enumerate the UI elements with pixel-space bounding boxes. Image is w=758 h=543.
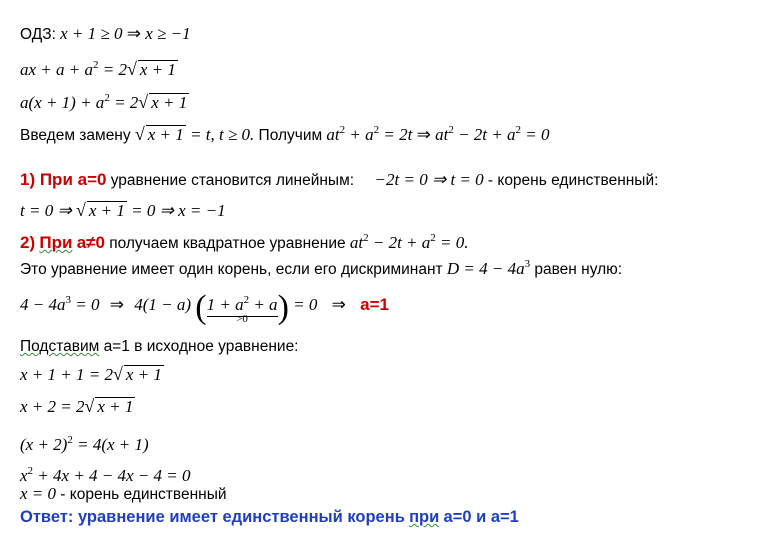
odz-label: ОДЗ: [20, 26, 56, 43]
arrow: ⇒ [331, 295, 346, 314]
plug-line [20, 336, 299, 357]
braced-expression [206, 290, 278, 325]
subst-eq-b: + a [349, 125, 374, 144]
subst-expr: = t, t ≥ 0. [190, 125, 255, 144]
eq2-left: a(x + 1) + a [20, 93, 105, 112]
eq1-right: = 2 [102, 60, 127, 79]
p2-rad: x + 1 [97, 397, 134, 416]
exp: 2 [448, 124, 454, 136]
answer-text-a: Ответ: уравнение имеет единственный корень [20, 508, 405, 526]
subst-text1: Введем замену [20, 127, 131, 144]
solve-expr-b: = 0 [75, 295, 100, 314]
odz-expr1: x + 1 ≥ 0 [60, 24, 123, 43]
plug-text-a: Подставим [20, 338, 100, 355]
odz-expr2: x ≥ −1 [145, 24, 191, 43]
case2-expr-c: = 0. [440, 233, 469, 252]
p4-b: + 4x + 4 − 4x − 4 = 0 [37, 466, 191, 485]
p4-a: x [20, 466, 28, 485]
subst-eq-c: = 2t [383, 125, 413, 144]
case1-tail: - корень единственный: [487, 172, 659, 189]
odz-line [20, 24, 191, 45]
exp: 2 [67, 434, 73, 446]
brace-expr-a: 1 + a [206, 295, 244, 314]
case2-label-c: a≠0 [76, 233, 105, 252]
solve-expr-d: = 0 [293, 295, 318, 314]
brace-expr-b: + a [253, 295, 278, 314]
p5-expr: x = 0 [20, 484, 57, 503]
p1-rad: x + 1 [125, 365, 162, 384]
solve-result: a=1 [360, 295, 389, 314]
answer-line [20, 507, 519, 527]
p5-text: - корень единственный [60, 486, 227, 503]
brace-note: >0 [236, 313, 248, 325]
discriminant-line [20, 254, 622, 280]
answer-text-c: a=0 и a=1 [443, 508, 519, 526]
exp: 2 [27, 465, 34, 477]
exp: 3 [524, 258, 531, 270]
subst-text2: Получим [258, 127, 323, 144]
plug-text-b: a=1 в исходное уравнение: [103, 338, 299, 355]
exp: 2 [373, 124, 380, 136]
case2-expr-a: at [349, 233, 364, 252]
p3-left: (x + 2) [20, 435, 68, 454]
left-paren-icon: ( [195, 289, 207, 326]
exp: 3 [65, 294, 71, 306]
eq1-exp: 2 [93, 59, 99, 71]
case1-l2-expr1: t = 0 ⇒ [20, 201, 72, 220]
solve-line [20, 289, 389, 326]
right-paren-icon: ) [277, 289, 289, 326]
equation-1 [20, 55, 178, 80]
sqrt-icon: √ [138, 92, 149, 112]
p3-right: = 4(x + 1) [77, 435, 149, 454]
sqrt-icon: √ [134, 124, 145, 144]
arrow: ⇒ [416, 125, 431, 144]
eq2-right: = 2 [114, 93, 139, 112]
eq1-left: ax + a + a [20, 60, 93, 79]
sqrt-icon: √ [75, 200, 86, 220]
case-1-line-2 [20, 200, 226, 221]
step-4 [20, 461, 191, 486]
subst-eq-a: at [326, 125, 340, 144]
p1-left: x + 1 + 1 = 2 [20, 365, 113, 384]
answer-text-b: при [409, 508, 440, 526]
disc-text1: Это уравнение имеет один корень, если его дискриминант [20, 261, 443, 278]
equation-2 [20, 88, 189, 113]
disc-text2: равен нулю: [534, 261, 623, 278]
case-2-line [20, 228, 469, 254]
step-2 [20, 396, 135, 417]
sqrt-icon: √ [112, 364, 123, 384]
eq2-exp: 2 [104, 92, 110, 104]
arrow: ⇒ [109, 295, 124, 314]
exp: 2 [363, 232, 369, 244]
step-3 [20, 430, 149, 455]
case1-label: 1) При a=0 [20, 170, 107, 189]
exp: 2 [430, 232, 436, 244]
disc-expr: D = 4 − 4a [446, 259, 525, 278]
substitution-line [20, 120, 549, 146]
case2-label-a: 2) [20, 233, 36, 252]
case1-l2-expr2: = 0 ⇒ x = −1 [131, 201, 226, 220]
case2-expr-b: − 2t + a [372, 233, 431, 252]
exp: 2 [243, 294, 250, 306]
solve-expr-c: 4(1 − a) [134, 295, 192, 314]
odz-arrow: ⇒ [126, 24, 141, 43]
subst-rad: x + 1 [147, 125, 184, 144]
case1-text: уравнение становится линейным: [110, 172, 355, 189]
case2-label-b: При [39, 233, 73, 252]
case1-l2-rad: x + 1 [88, 201, 125, 220]
subst-eq2-a: at [435, 125, 449, 144]
subst-eq2-b: − 2t + a [458, 125, 516, 144]
sqrt-icon: √ [84, 396, 95, 416]
case-1-line [20, 170, 658, 191]
subst-eq2-c: = 0 [525, 125, 550, 144]
eq2-rad: x + 1 [151, 93, 188, 112]
exp: 2 [515, 124, 521, 136]
case1-expr: −2t = 0 ⇒ t = 0 [374, 170, 484, 189]
eq1-rad: x + 1 [139, 60, 176, 79]
exp: 2 [339, 124, 346, 136]
step-5 [20, 484, 227, 505]
solve-expr-a: 4 − 4a [20, 295, 66, 314]
case2-text: получаем квадратное уравнение [109, 235, 346, 252]
p2-left: x + 2 = 2 [20, 397, 85, 416]
step-1 [20, 364, 164, 385]
sqrt-icon: √ [126, 59, 137, 79]
